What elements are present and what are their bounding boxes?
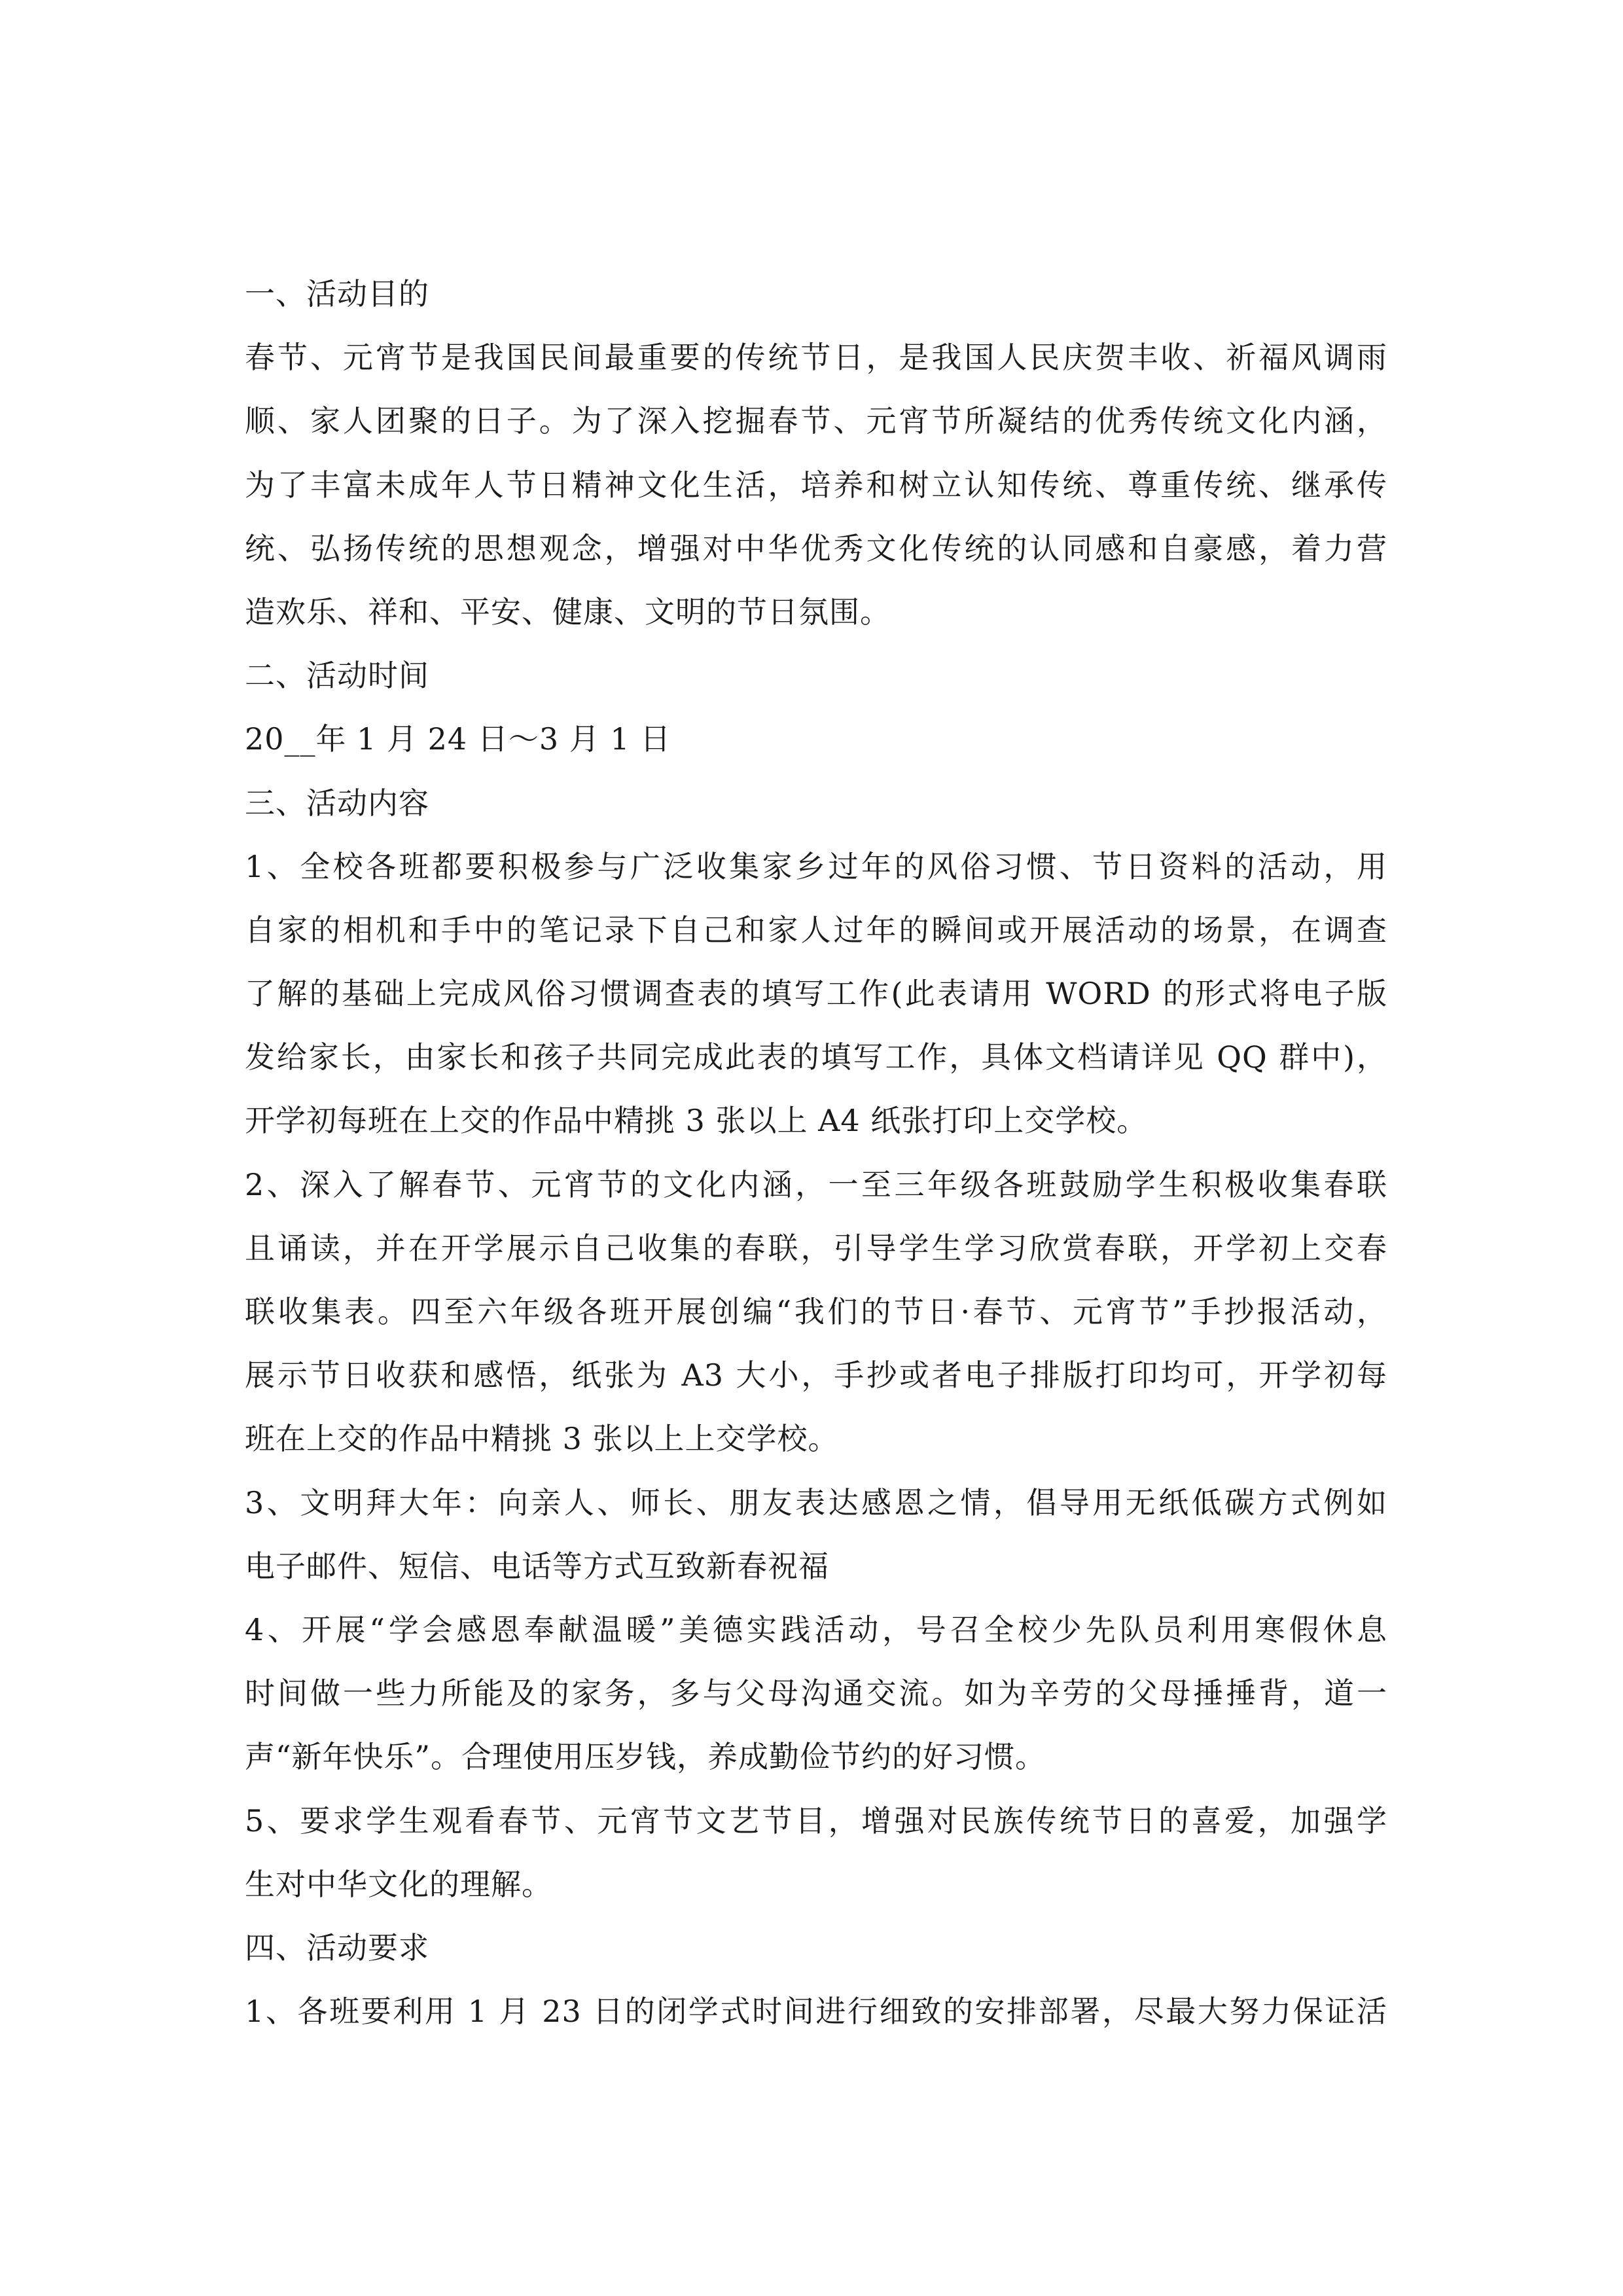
paragraph-line: 为了丰富未成年人节日精神文化生活，培养和树立认知传统、尊重传统、继承传: [245, 467, 1387, 503]
list-item-line: 3、文明拜大年：向亲人、师长、朋友表达感恩之情，倡导用无纸低碳方式例如: [245, 1484, 1387, 1520]
list-item-line: 自家的相机和手中的笔记录下自己和家人过年的瞬间或开展活动的场景，在调查: [245, 912, 1387, 948]
paragraph-line: 造欢乐、祥和、平安、健康、文明的节日氛围。: [245, 594, 891, 630]
section-heading-requirements: 四、活动要求: [245, 1929, 429, 1965]
list-item-line: 电子邮件、短信、电话等方式互致新春祝福: [245, 1548, 829, 1584]
list-item-line: 1、各班要利用 1 月 23 日的闭学式时间进行细致的安排部署，尽最大努力保证活: [245, 1994, 1387, 2030]
list-item-line: 5、要求学生观看春节、元宵节文艺节目，增强对民族传统节日的喜爱，加强学: [245, 1803, 1387, 1839]
section-heading-purpose: 一、活动目的: [245, 276, 429, 312]
section-heading-content: 三、活动内容: [245, 785, 429, 821]
list-item-line: 生对中华文化的理解。: [245, 1866, 552, 1902]
list-item-line: 声“新年快乐”。合理使用压岁钱，养成勤俭节约的好习惯。: [245, 1739, 1046, 1775]
list-item-line: 联收集表。四至六年级各班开展创编“我们的节日·春节、元宵节”手抄报活动，: [245, 1294, 1387, 1329]
list-item-line: 了解的基础上完成风俗习惯调查表的填写工作(此表请用 WORD 的形式将电子版: [245, 976, 1387, 1012]
paragraph-line: 统、弘扬传统的思想观念，增强对中华优秀文化传统的认同感和自豪感，着力营: [245, 530, 1387, 566]
list-item-line: 时间做一些力所能及的家务，多与父母沟通交流。如为辛劳的父母捶捶背，道一: [245, 1676, 1387, 1712]
list-item-line: 2、深入了解春节、元宵节的文化内涵，一至三年级各班鼓励学生积极收集春联: [245, 1166, 1387, 1202]
list-item-line: 发给家长，由家长和孩子共同完成此表的填写工作，具体文档请详见 QQ 群中)，: [245, 1039, 1387, 1075]
list-item-line: 1、全校各班都要积极参与广泛收集家乡过年的风俗习惯、节日资料的活动，用: [245, 848, 1387, 884]
section-heading-time: 二、活动时间: [245, 658, 429, 694]
list-item-line: 展示节日收获和感悟，纸张为 A3 大小，手抄或者电子排版打印均可，开学初每: [245, 1357, 1387, 1393]
list-item-line: 且诵读，并在开学展示自己收集的春联，引导学生学习欣赏春联，开学初上交春: [245, 1230, 1387, 1266]
paragraph-line: 春节、元宵节是我国民间最重要的传统节日，是我国人民庆贺丰收、祈福风调雨: [245, 340, 1387, 376]
document-body: [245, 262, 1387, 2043]
activity-dates: 20__年 1 月 24 日～3 月 1 日: [245, 721, 671, 757]
list-item-line: 班在上交的作品中精挑 3 张以上上交学校。: [245, 1421, 839, 1457]
list-item-line: 4、开展“学会感恩奉献温暖”美德实践活动，号召全校少先队员利用寒假休息: [245, 1611, 1387, 1647]
list-item-line: 开学初每班在上交的作品中精挑 3 张以上 A4 纸张打印上交学校。: [245, 1103, 1148, 1139]
paragraph-line: 顺、家人团聚的日子。为了深入挖掘春节、元宵节所凝结的优秀传统文化内涵，: [245, 403, 1387, 439]
